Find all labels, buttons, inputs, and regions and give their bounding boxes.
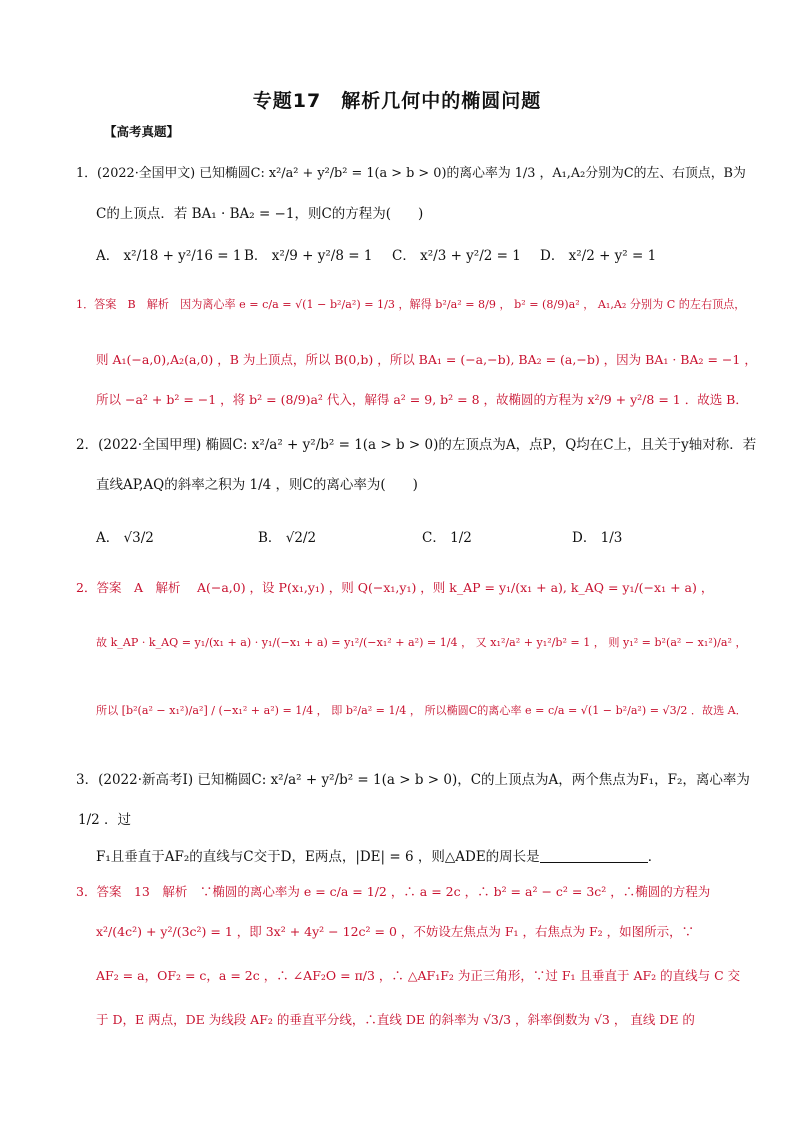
- question-3-line-2: 1/2 ．过: [78, 812, 132, 828]
- answer-1-line-2: 则 A₁(−a,0),A₂(a,0) ，B 为上顶点，所以 B(0,b) ，所以 BA₁ = (−a,−b), BA₂ = (a,−b) ，因为 BA₁ · BA₂ = −1 ，: [96, 352, 757, 367]
- question-2-option-a: A． √3/2: [96, 530, 154, 546]
- question-3-line-3-text: F₁且垂直于AF₂的直线与C交于D，E两点，|DE| = 6 ，则△ADE的周长是: [96, 849, 540, 865]
- section-heading: 【高考真题】: [104, 124, 180, 139]
- answer-2-line-1: 2．答案 A 解析 A(−a,0) ，设 P(x₁,y₁) ，则 Q(−x₁,y₁) ，则 k_AP = y₁/(x₁ + a), k_AQ = y₁/(−x₁ + a) ，: [76, 580, 714, 595]
- answer-2-line-2: 故 k_AP · k_AQ = y₁/(x₁ + a) · y₁/(−x₁ + a) = y₁²/(−x₁² + a²) = 1/4 ， 又 x₁²/a² + y₁²/b² = 1 ， 则 y₁² = b²(a² − x₁²)/a² ，: [96, 636, 747, 649]
- answer-3-line-3: AF₂ = a，OF₂ = c，a = 2c ，∴ ∠AF₂O = π/3 ，∴ △AF₁F₂ 为正三角形，∵过 F₁ 且垂直于 AF₂ 的直线与 C 交: [96, 968, 741, 983]
- question-2-option-c: C． 1/2: [422, 530, 472, 546]
- question-3-line-1: 3．(2022·新高考Ⅰ) 已知椭圆C: x²/a² + y²/b² = 1(a > b > 0)，C的上顶点为A，两个焦点为F₁，F₂，离心率为: [76, 772, 750, 788]
- question-2-option-d: D． 1/3: [572, 530, 623, 546]
- question-2-option-b: B． √2/2: [258, 530, 317, 546]
- question-2-line-2: 直线AP,AQ的斜率之积为 1/4 ，则C的离心率为( ): [96, 477, 418, 493]
- question-1-option-b: B． x²/9 + y²/8 = 1: [244, 248, 373, 264]
- answer-2-line-3: 所以 [b²(a² − x₁²)/a²] / (−x₁² + a²) = 1/4 ， 即 b²/a² = 1/4 ， 所以椭圆C的离心率 e = c/a = √(1 − b²/a²) = √3/2 ．故选 A．: [96, 704, 747, 717]
- question-3-line-3-end: ．: [647, 849, 662, 865]
- answer-3-line-1: 3．答案 13 解析 ∵椭圆的离心率为 e = c/a = 1/2 ，∴ a = 2c ，∴ b² = a² − c² = 3c² ，∴椭圆的方程为: [76, 884, 711, 899]
- answer-3-line-2: x²/(4c²) + y²/(3c²) = 1 ，即 3x² + 4y² − 12c² = 0 ，不妨设左焦点为 F₁ ，右焦点为 F₂ ，如图所示，∵: [96, 924, 695, 939]
- question-1-option-a: A． x²/18 + y²/16 = 1: [96, 248, 242, 264]
- question-1-option-c: C． x²/3 + y²/2 = 1: [392, 248, 521, 264]
- page-title: 专题17 解析几何中的椭圆问题: [252, 90, 542, 112]
- question-1-line-2: C的上顶点．若 BA₁ · BA₂ = −1，则C的方程为( ): [96, 206, 424, 222]
- question-2-line-1: 2．(2022·全国甲理) 椭圆C: x²/a² + y²/b² = 1(a > b > 0)的左顶点为A，点P，Q均在C上，且关于y轴对称．若: [76, 437, 757, 453]
- answer-3-line-4: 于 D，E 两点，DE 为线段 AF₂ 的垂直平分线，∴直线 DE 的斜率为 √3/3 ，斜率倒数为 √3 ， 直线 DE 的: [96, 1012, 695, 1027]
- answer-1-line-3: 所以 −a² + b² = −1 ，将 b² = (8/9)a² 代入，解得 a² = 9, b² = 8 ，故椭圆的方程为 x²/9 + y²/8 = 1 ．故选 B．: [96, 392, 748, 407]
- question-3-line-3: [96, 845, 661, 865]
- question-1-option-d: D． x²/2 + y² = 1: [540, 248, 657, 264]
- answer-blank: [540, 850, 648, 863]
- answer-1-line-1: 1．答案 B 解析 因为离心率 e = c/a = √(1 − b²/a²) = 1/3 ，解得 b²/a² = 8/9 ， b² = (8/9)a² ， A₁,A₂ 分别为 C 的左右顶点，: [76, 298, 746, 311]
- question-1-line-1: 1．(2022·全国甲文) 已知椭圆C: x²/a² + y²/b² = 1(a > b > 0)的离心率为 1/3 ，A₁,A₂分别为C的左、右顶点，B为: [76, 166, 746, 181]
